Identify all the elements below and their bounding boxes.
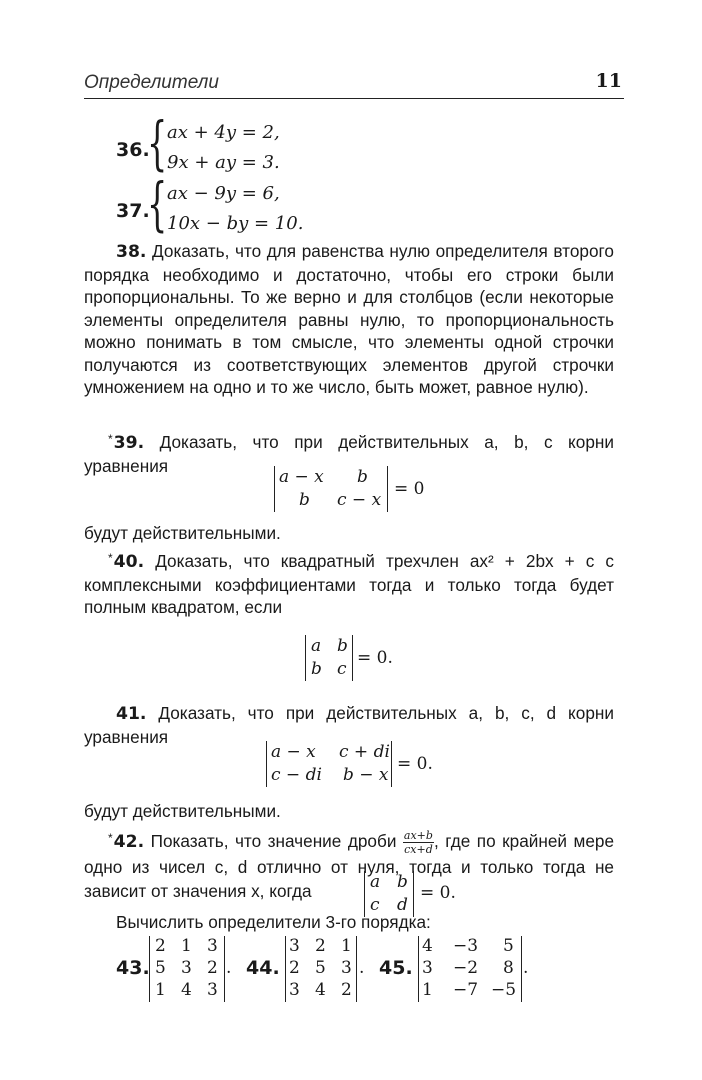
det-cell: 3 [207, 980, 218, 1000]
equation-rhs: = 0. [357, 648, 393, 668]
problem-number: 43. [116, 957, 150, 979]
determinant-43 [149, 936, 225, 1002]
problem-42 [84, 826, 614, 904]
det-cell: 3 [181, 958, 192, 978]
determinant-45 [418, 936, 522, 1002]
det-cell: a [370, 872, 381, 892]
det-cell: 1 [341, 936, 352, 956]
det-cell: b [337, 636, 348, 656]
problem-39-ending: будут действительными. [84, 523, 281, 543]
period: . [359, 958, 365, 978]
problem-number: 38. [116, 242, 147, 262]
equation-line: 10x − by = 10. [167, 213, 304, 234]
det-cell: c − di [271, 765, 322, 785]
det-cell: −5 [491, 980, 517, 1000]
running-title: Определители [84, 72, 219, 93]
det-cell: 3 [289, 936, 300, 956]
det-cell: b − x [343, 765, 389, 785]
problem-number: 45. [379, 957, 413, 979]
problem-number: 44. [246, 957, 280, 979]
fraction [403, 830, 434, 855]
det-cell: c + di [339, 742, 390, 762]
problem-number: 37. [116, 200, 150, 222]
problem-40 [84, 547, 614, 619]
det-cell: 5 [155, 958, 166, 978]
problem-number: 41. [116, 704, 147, 724]
det-cell: 4 [315, 980, 326, 1000]
problem-number: 36. [116, 139, 150, 161]
section-intro [84, 911, 614, 934]
left-brace: { [147, 109, 168, 177]
det-cell: 1 [155, 980, 166, 1000]
det-cell: 4 [181, 980, 192, 1000]
problem-38 [84, 240, 614, 399]
determinant-41 [266, 741, 392, 787]
fraction-numerator: ax+b [403, 828, 433, 842]
problem-text: Доказать, что при действительных a, b, c корни уравнения [84, 432, 614, 476]
problem-text: Доказать, что для равенства нулю определителя второго порядка необходимо и достаточно, чтобы его строки были пропорциональны. То же верно и для столбцов (если некоторые элементы определителя равны нулю, то пропорциональность можно понимать в том смысле, что элементы одной строчки получаются из соответствующих элементов другой строчки умножением на одно и то же число, быть может, равное нулю). [84, 241, 614, 397]
det-cell: −7 [453, 980, 479, 1000]
star-mark: * [108, 551, 113, 565]
det-cell: 2 [155, 936, 166, 956]
det-cell: 3 [289, 980, 300, 1000]
det-cell: c [370, 895, 380, 915]
equation-rhs: = 0. [397, 754, 433, 774]
det-cell: 3 [422, 958, 433, 978]
problem-number: 39. [113, 433, 145, 453]
det-cell: b [299, 490, 310, 510]
header-rule [84, 98, 624, 99]
page-number: 11 [595, 70, 622, 92]
problem-41-ending: будут действительными. [84, 801, 281, 821]
period: . [226, 958, 232, 978]
running-header [84, 70, 624, 98]
star-mark: * [108, 831, 113, 845]
star-mark: * [108, 432, 113, 446]
det-cell: a − x [279, 467, 324, 487]
det-cell: 8 [503, 958, 514, 978]
intro-text: Вычислить определители 3-го порядка: [116, 912, 431, 932]
det-cell: 1 [422, 980, 433, 1000]
problem-text: , где по крайней мере одно из чисел c, d отлично от нуля, тогда и только тогда не зависит от значения x, когда [84, 831, 615, 902]
left-brace: { [147, 170, 168, 238]
problem-number: 40. [113, 552, 145, 572]
det-cell: 5 [315, 958, 326, 978]
det-cell: 2 [289, 958, 300, 978]
determinant-40 [305, 635, 353, 681]
det-cell: 2 [315, 936, 326, 956]
determinant-44 [285, 936, 357, 1002]
det-cell: 3 [341, 958, 352, 978]
det-cell: 2 [207, 958, 218, 978]
problem-text: Показать, что значение дроби [150, 831, 397, 851]
problem-number: 42. [113, 832, 145, 852]
det-cell: c − x [337, 490, 382, 510]
problem-text: Доказать, что при действительных a, b, c, d корни уравнения [84, 703, 614, 747]
det-cell: 1 [181, 936, 192, 956]
det-cell: 2 [341, 980, 352, 1000]
period: . [523, 958, 529, 978]
det-cell: b [357, 467, 368, 487]
det-cell: b [311, 659, 322, 679]
determinant-39 [274, 466, 388, 512]
det-cell: −2 [453, 958, 479, 978]
det-cell: b [397, 872, 408, 892]
det-cell: a [311, 636, 322, 656]
equation-line: ax − 9y = 6, [167, 183, 280, 204]
equation-rhs: = 0 [394, 479, 425, 499]
problem-text: Доказать, что квадратный трехчлен ax² + 2bx + c с комплексными коэффициентами тогда и только тогда будет полным квадратом, если [84, 551, 614, 617]
det-cell: 5 [503, 936, 514, 956]
det-cell: 4 [422, 936, 433, 956]
det-cell: c [337, 659, 347, 679]
fraction-denominator: cx+d [404, 842, 433, 856]
equation-line: ax + 4y = 2, [167, 122, 280, 143]
det-cell: a − x [271, 742, 316, 762]
det-cell: −3 [453, 936, 479, 956]
det-cell: 3 [207, 936, 218, 956]
equation-line: 9x + ay = 3. [167, 152, 280, 173]
equation-rhs: = 0. [420, 883, 456, 903]
det-cell: d [397, 895, 408, 915]
